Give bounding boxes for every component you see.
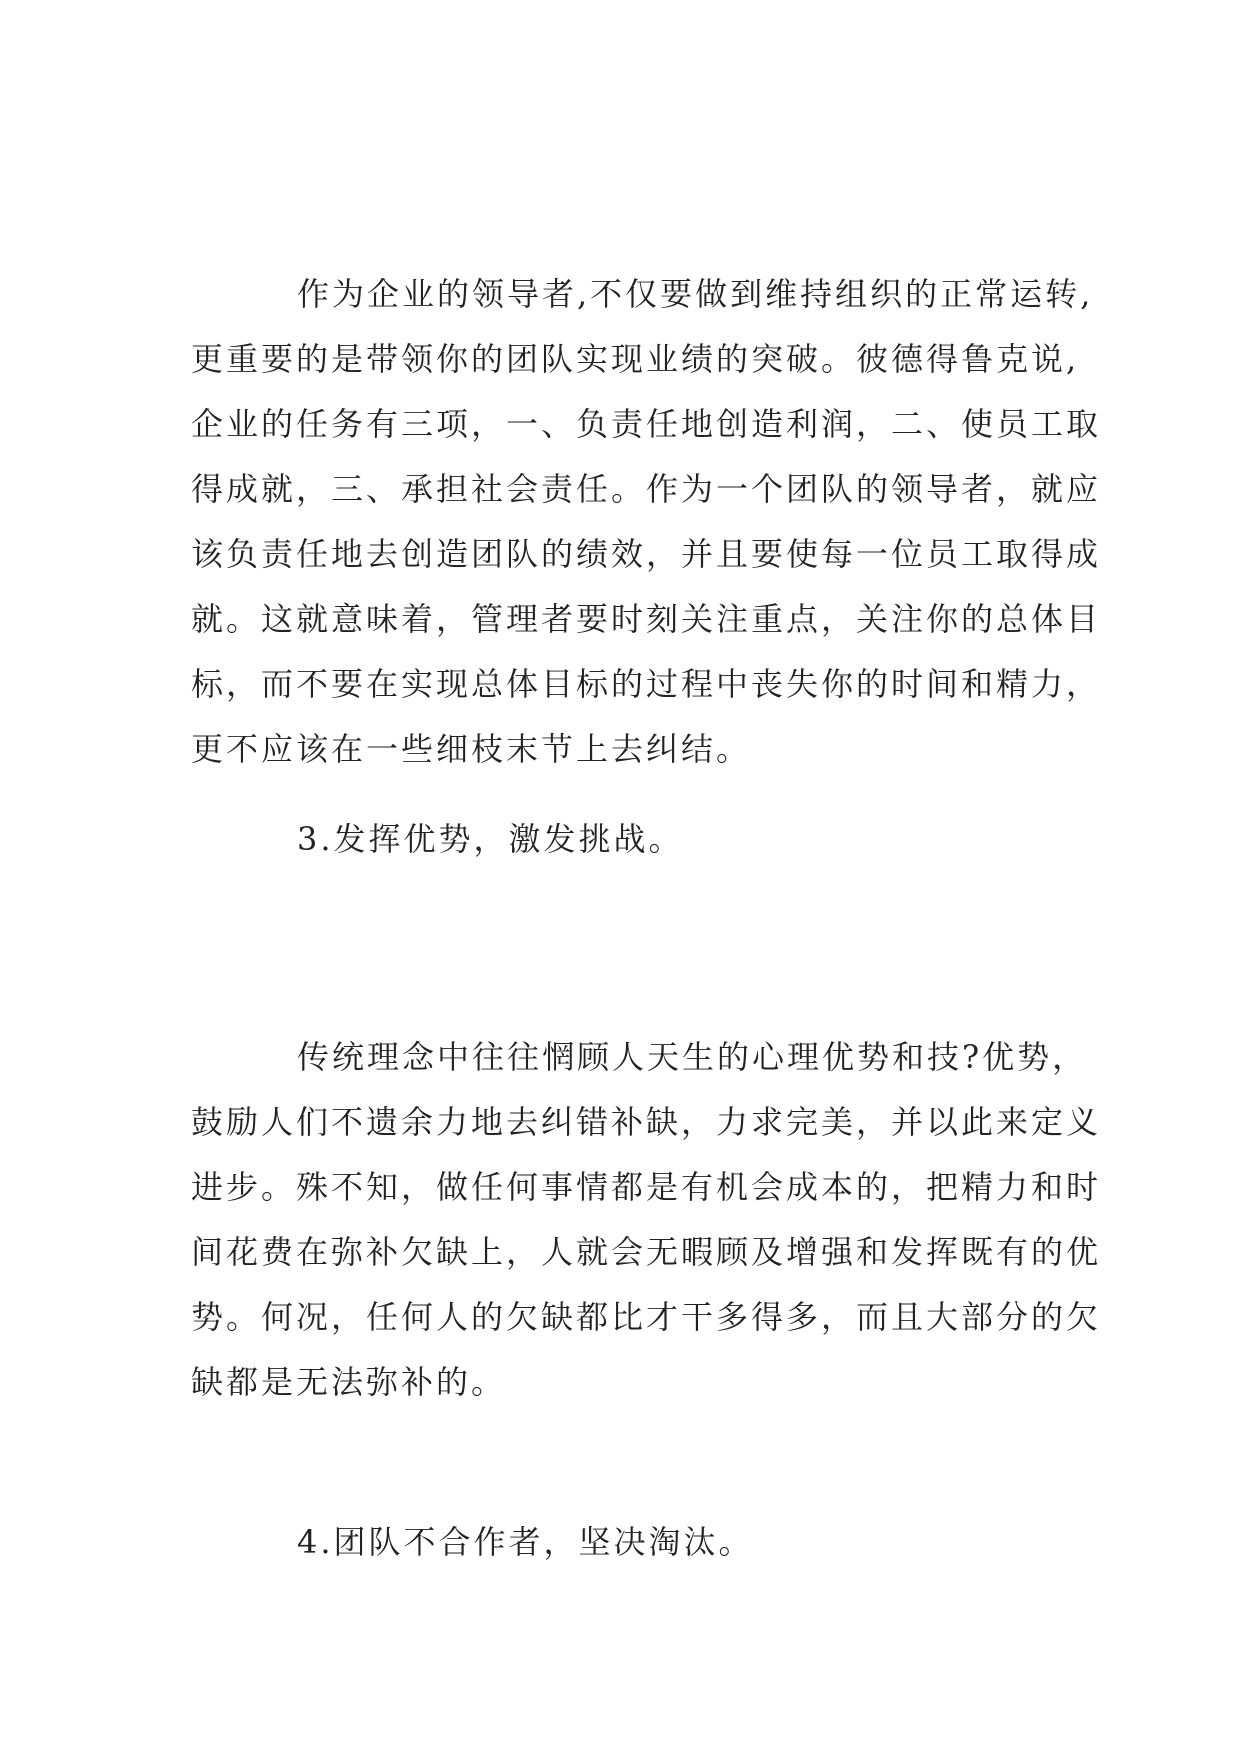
- section-heading-3: [191, 807, 1081, 872]
- paragraph-line: 作为企业的领导者,不仅要做到维持组织的正常运转,: [297, 275, 1094, 313]
- paragraph-line: 更不应该在一些细枝末节上去纠结。: [191, 730, 752, 768]
- paragraph-line: 更重要的是带领你的团队实现业绩的突破。彼德得鲁克说,: [191, 340, 1080, 378]
- paragraph-leadership: [191, 262, 1102, 782]
- paragraph-line: 缺都是无法弥补的。: [191, 1363, 507, 1401]
- section-heading-text: 4.团队不合作者，坚决淘汰。: [297, 1523, 754, 1561]
- paragraph-line: 传统理念中往往惘顾人天生的心理优势和技?优势，: [297, 1038, 1088, 1076]
- paragraph-line: 进步。殊不知，做任何事情都是有机会成本的，把精力和时: [191, 1168, 1102, 1206]
- section-heading-4: [191, 1510, 1081, 1575]
- paragraph-line: 就。这就意味着，管理者要时刻关注重点，关注你的总体目: [191, 600, 1102, 638]
- paragraph-line: 该负责任地去创造团队的绩效，并且要使每一位员工取得成: [191, 535, 1102, 573]
- paragraph-line: 企业的任务有三项，一、负责任地创造利润，二、使员工取: [191, 405, 1102, 443]
- paragraph-line: 势。何况，任何人的欠缺都比才干多得多，而且大部分的欠: [191, 1298, 1102, 1336]
- paragraph-line: 间花费在弥补欠缺上，人就会无暇顾及增强和发挥既有的优: [191, 1233, 1102, 1271]
- paragraph-line: 标，而不要在实现总体目标的过程中丧失你的时间和精力，: [191, 665, 1102, 703]
- paragraph-strengths: [191, 1025, 1102, 1415]
- paragraph-line: 得成就，三、承担社会责任。作为一个团队的领导者，就应: [191, 470, 1102, 508]
- section-heading-text: 3.发挥优势，激发挑战。: [297, 820, 684, 858]
- paragraph-line: 鼓励人们不遗余力地去纠错补缺，力求完美，并以此来定义: [191, 1103, 1102, 1141]
